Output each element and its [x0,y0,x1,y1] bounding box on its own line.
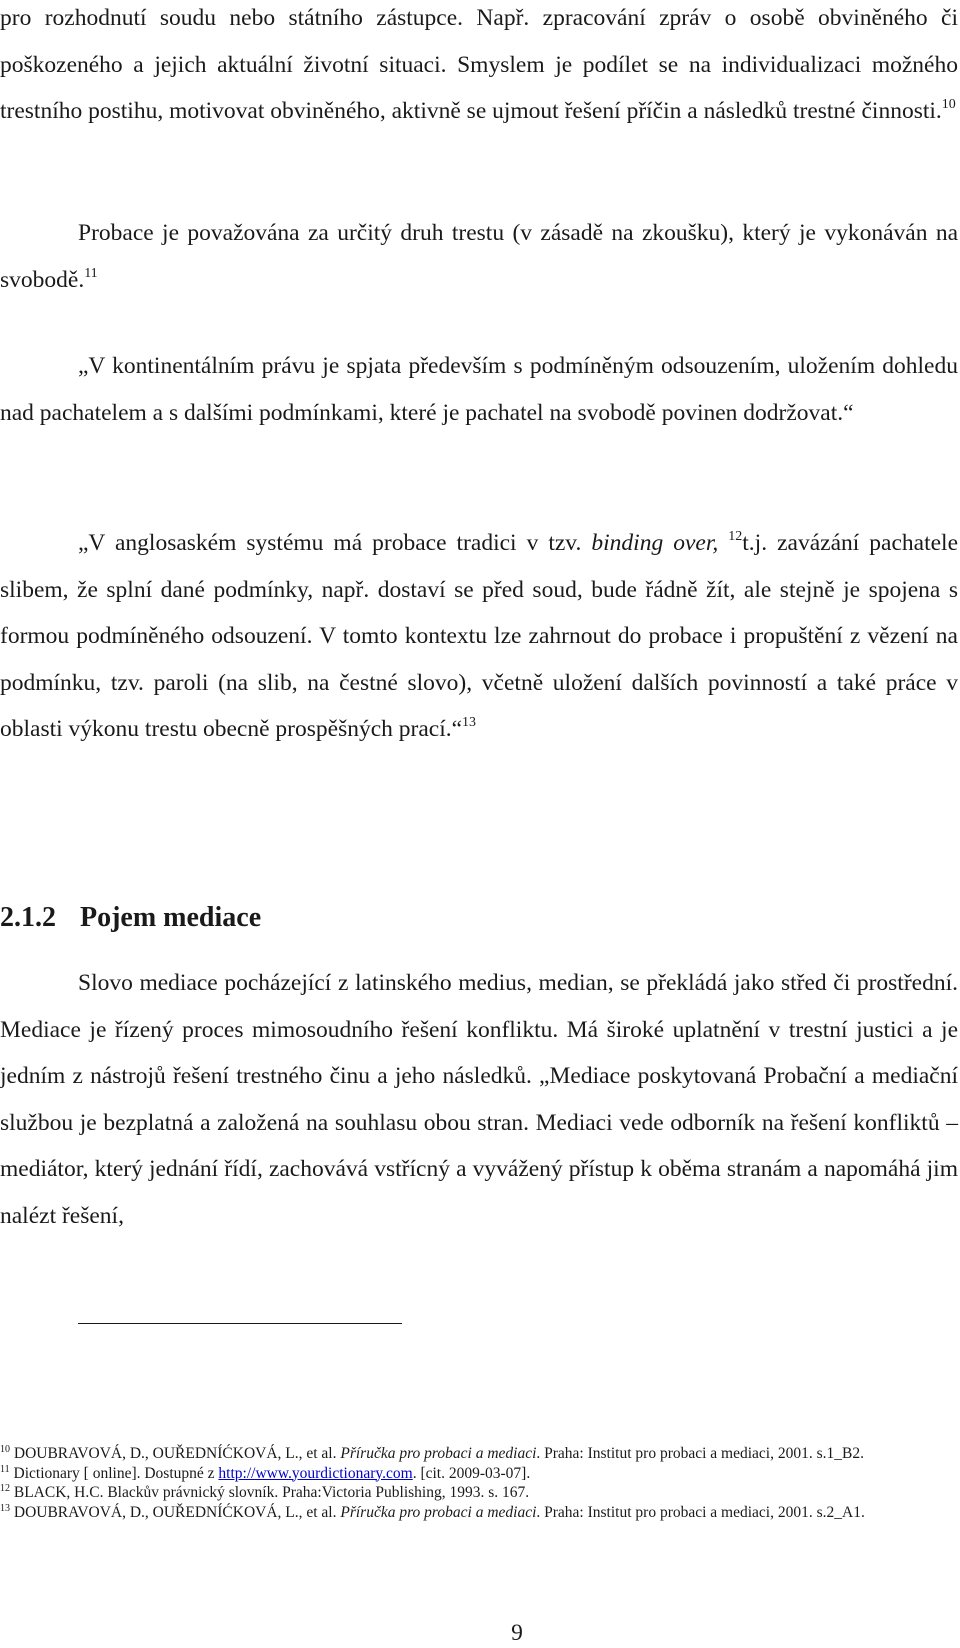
paragraph-probation-definition: Probace je považována za určitý druh trestu (v zásadě na zkoušku), který je vykonáván na svobodě.$^{11}$ [0,220,958,293]
section-number: 2.1.2 [0,902,56,933]
paragraph-anglosaxon-system: „V anglosaském systému má probace tradici v tzv. binding over, $^{12}$t.j. zavázání pachatele slibem, že splní dané podmínky, např. dostaví se před soud, bude řádně žít, ale stejně je spojena s formou podmíněného odsouzení. V tomto kontextu lze zahrnout do probace i propuštění z vězení na podmínku, tzv. paroli (na slib, na čestné slovo), včetně uložení dalších povinností a také práce v oblasti výkonu trestu obecně prospěšných prací.“$^{13}$ [0,529,959,742]
footnote-ref-10[interactable]: 10 [941,97,956,112]
page-number: 9 [511,1620,523,1646]
footnote-ref-11[interactable]: 11 [84,265,98,281]
paragraph-probation-tasks: pro rozhodnutí soudu nebo státního zástupce. Např. zpracování zpráv o osobě obviněného či poškozeného a jejich aktuální životní situaci. Smyslem je podílet se na individualizaci možného trestního postihu, motivovat obviněného, aktivně se ujmout řešení příčin a následků trestné činnosti.$^{10}$ [0,5,958,124]
section-heading [0,902,261,934]
dictionary-link[interactable]: http://www.yourdictionary.com [218,1464,413,1482]
footnote-ref-12[interactable]: 12 [728,529,743,544]
footnotes [0,1444,958,1522]
footnote-11: $^{11}$ Dictionary [ online]. Dostupné z http://www.yourdictionary.com. [cit. 2009-03-07]. [0,1463,531,1482]
footnote-ref-13[interactable]: 13 [462,715,477,730]
footnote-10: $^{10}$ DOUBRAVOVÁ, D., OUŘEDNÍĆKOVÁ, L., et al. Příručka pro probaci a mediaci. Praha: Institut pro probaci a mediaci, 2001. s.1_B2. [0,1444,864,1462]
section-title: Pojem mediace [80,902,262,933]
footnote-separator [78,1323,402,1324]
paragraph-mediation-definition: Slovo mediace pocházející z latinského medius, median, se překládá jako střed či prostřední. Mediace je řízený proces mimosoudního řešení konfliktu. Má široké uplatnění v trestní justici a je jedním z nástrojů řešení trestného činu a jeho následků. „Mediace poskytovaná Probační a mediační službou je bezplatná a založená na souhlasu obou stran. Mediaci vede odborník na řešení konfliktů – mediátor, který jednání řídí, zachovává vstřícný a vyvážený přístup k oběma stranám a napomáhá jim nalézt řešení, [0,970,958,1229]
footnote-12: $^{12}$ BLACK, H.C. Blackův právnický slovník. Praha:Victoria Publishing, 1993. s. 167. [0,1483,530,1501]
footnote-13: $^{13}$ DOUBRAVOVÁ, D., OUŘEDNÍĆKOVÁ, L., et al. Příručka pro probaci a mediaci. Praha: Institut pro probaci a mediaci, 2001. s.2_A1. [0,1502,865,1521]
paragraph-continental-law: „V kontinentálním právu je spjata především s podmíněným odsouzením, uložením dohledu nad pachatelem a s dalšími podmínkami, které je pachatel na svobodě povinen dodržovat.“ [0,353,958,426]
